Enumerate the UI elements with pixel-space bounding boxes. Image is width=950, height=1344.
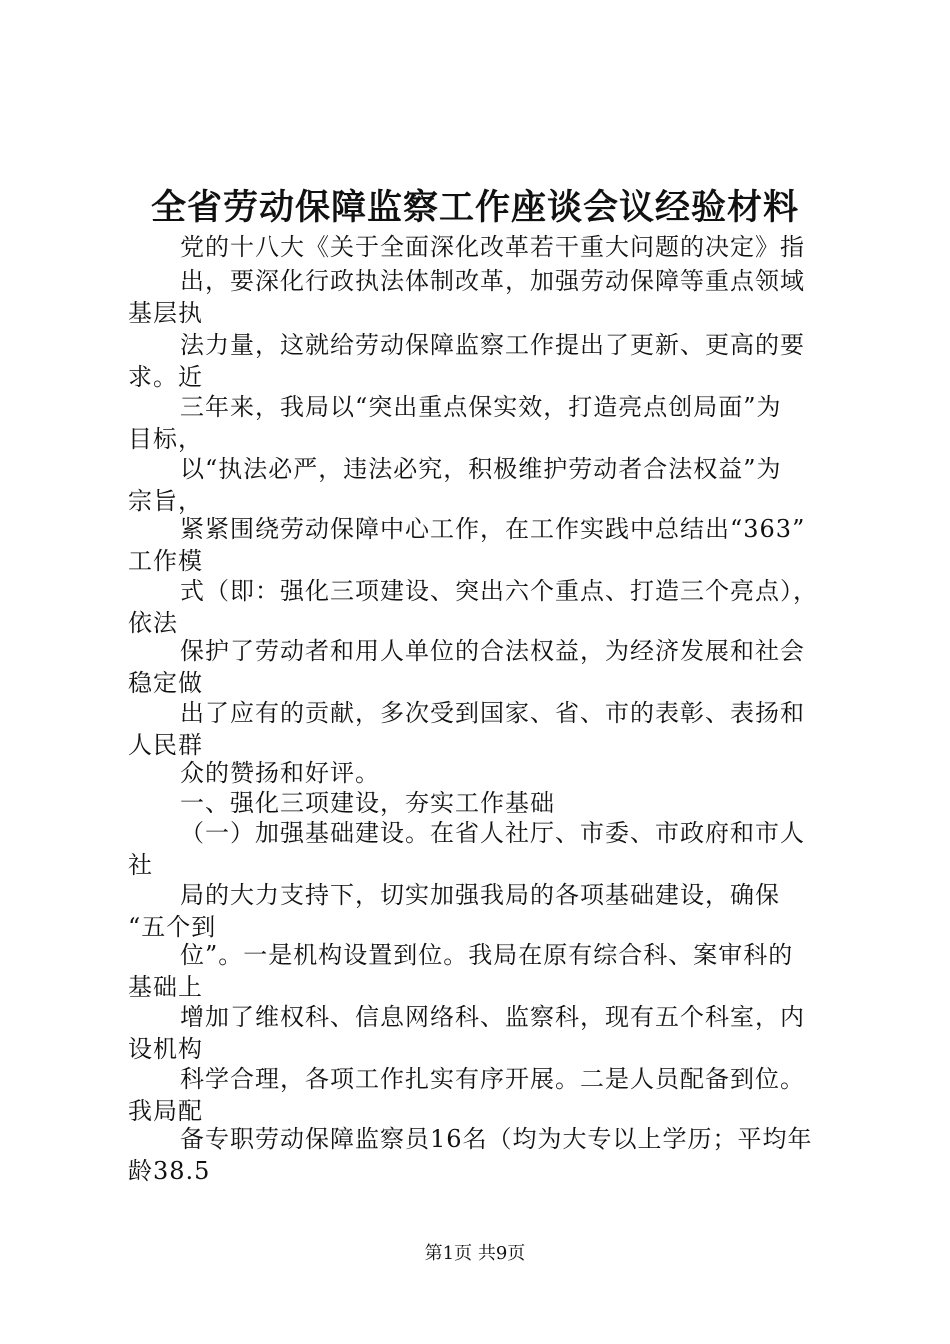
body-line: 增加了维权科、信息网络科、监察科，现有五个科室，内 [180,1003,805,1031]
body-line: 众的赞扬和好评。 [180,759,380,787]
body-line: 法力量，这就给劳动保障监察工作提出了更新、更高的要 [180,331,805,359]
body-line: 求。近 [128,363,203,391]
body-line: “五个到 [128,913,217,941]
body-line: 我局配 [128,1097,203,1125]
body-line: 宗旨， [128,487,203,515]
body-line: 以“执法必严，违法必究，积极维护劳动者合法权益”为 [180,455,782,483]
document-title: 全省劳动保障监察工作座谈会议经验材料 [150,187,799,228]
body-line: 龄38.5 [128,1157,211,1185]
body-line: 局的大力支持下，切实加强我局的各项基础建设，确保 [180,881,780,909]
body-line: 工作模 [128,547,203,575]
body-line: 位”。一是机构设置到位。我局在原有综合科、案审科的 [180,941,794,969]
body-line: 稳定做 [128,669,203,697]
body-line: 紧紧围绕劳动保障中心工作，在工作实践中总结出“363” [180,515,806,543]
body-line: 依法 [128,609,178,637]
body-line: 基层执 [128,299,203,327]
body-line: 党的十八大《关于全面深化改革若干重大问题的决定》指 [180,233,805,261]
body-line: 一、强化三项建设，夯实工作基础 [180,789,555,817]
body-line: （一）加强基础建设。在省人社厅、市委、市政府和市人 [180,819,805,847]
page-number-footer: 第1页 共9页 [424,1243,526,1264]
body-line: 出，要深化行政执法体制改革，加强劳动保障等重点领域 [180,267,805,295]
body-line: 目标， [128,425,203,453]
body-line: 式（即：强化三项建设、突出六个重点、打造三个亮点）， [180,577,818,605]
body-line: 基础上 [128,973,203,1001]
body-line: 科学合理，各项工作扎实有序开展。二是人员配备到位。 [180,1065,805,1093]
body-line: 出了应有的贡献，多次受到国家、省、市的表彰、表扬和 [180,699,805,727]
body-line: 保护了劳动者和用人单位的合法权益，为经济发展和社会 [180,637,805,665]
body-line: 备专职劳动保障监察员16名（均为大专以上学历；平均年 [180,1125,813,1153]
body-line: 人民群 [128,731,203,759]
body-line: 三年来，我局以“突出重点保实效，打造亮点创局面”为 [180,393,782,421]
body-line: 社 [128,851,153,879]
body-line: 设机构 [128,1035,203,1063]
